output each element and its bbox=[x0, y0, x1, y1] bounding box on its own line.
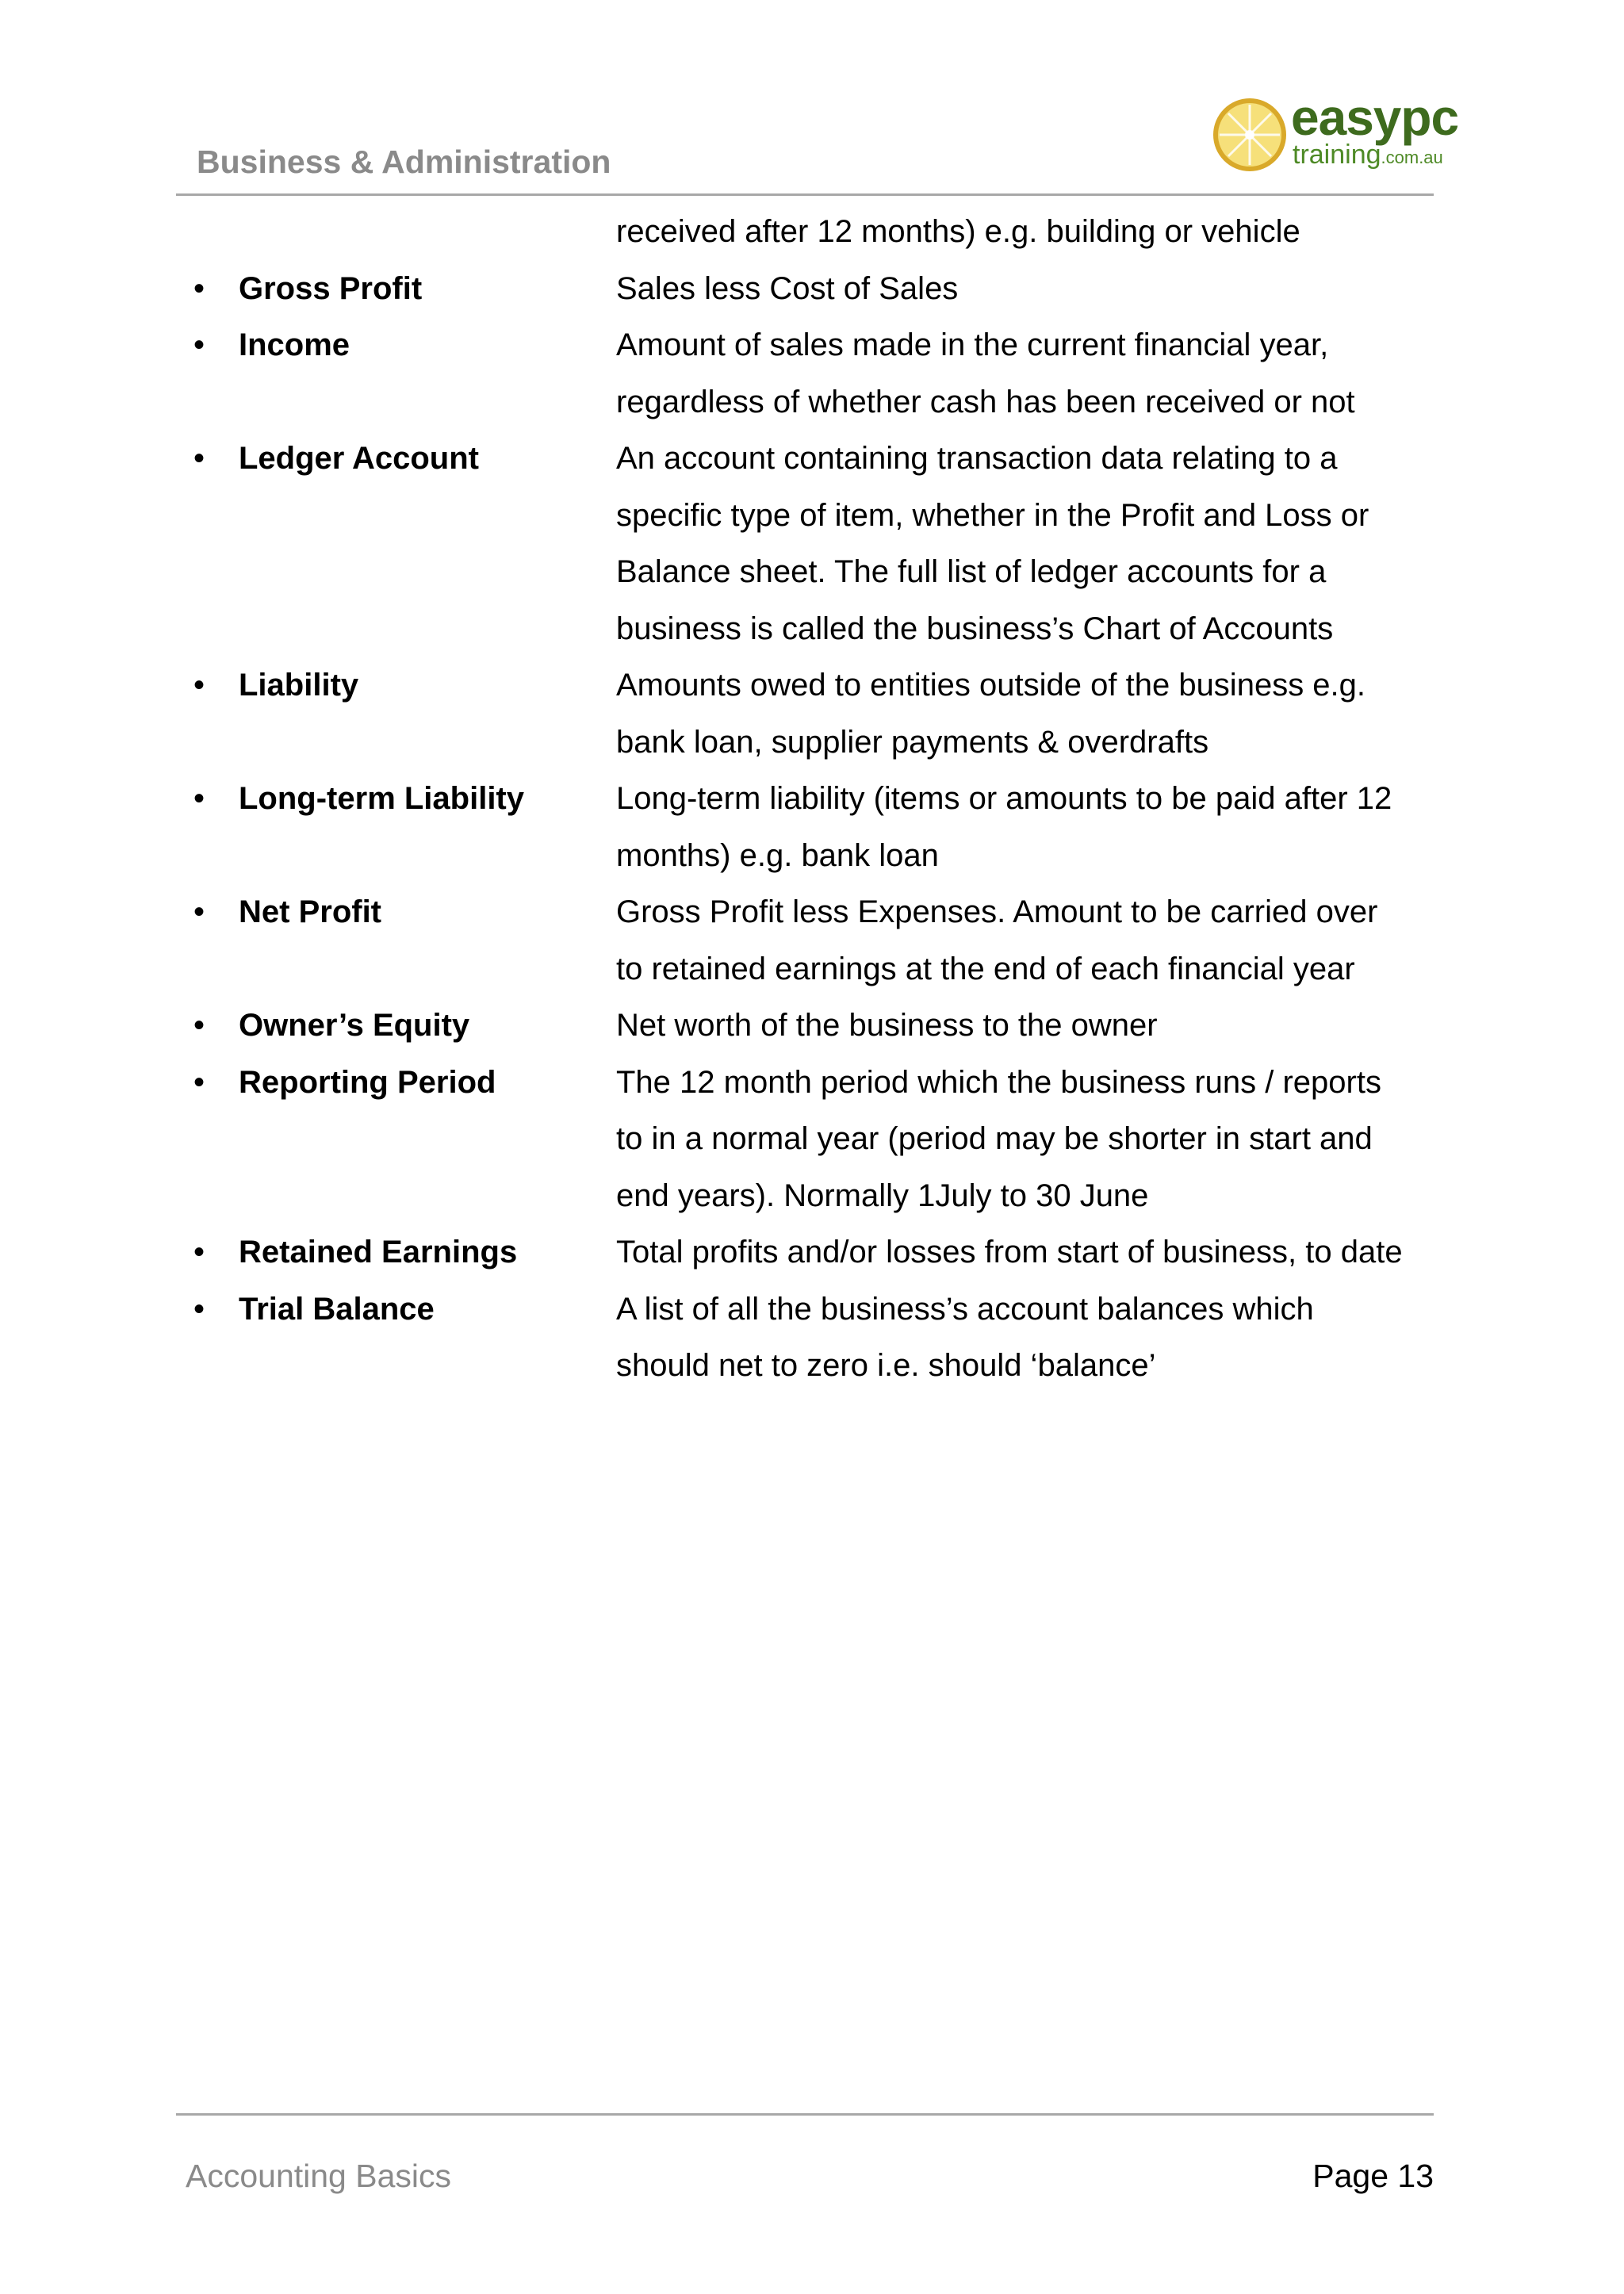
glossary-definition-line: Balance sheet. The full list of ledger accounts for a bbox=[616, 554, 1327, 589]
glossary-term: Reporting Period bbox=[239, 1064, 496, 1100]
glossary-term: Ledger Account bbox=[239, 441, 479, 476]
bullet-icon: • bbox=[193, 1235, 205, 1270]
glossary-definition-line: bank loan, supplier payments & overdrafts bbox=[616, 724, 1209, 760]
bullet-icon: • bbox=[193, 1008, 205, 1043]
bullet-icon: • bbox=[193, 894, 205, 929]
glossary-term: Retained Earnings bbox=[239, 1235, 518, 1270]
glossary-definition-line: An account containing transaction data relating to a bbox=[616, 441, 1338, 476]
bullet-icon: • bbox=[193, 327, 205, 362]
glossary-definition-line: Gross Profit less Expenses. Amount to be carried over bbox=[616, 894, 1378, 929]
glossary-term: Long-term Liability bbox=[239, 781, 524, 816]
bullet-icon: • bbox=[193, 270, 205, 306]
bullet-icon: • bbox=[193, 441, 205, 476]
footer-document-title: Accounting Basics bbox=[186, 2158, 452, 2194]
header-title: Business & Administration bbox=[197, 144, 611, 180]
glossary-definition-line: Sales less Cost of Sales bbox=[616, 270, 959, 306]
glossary-definition-line: to in a normal year (period may be shorter in start and bbox=[616, 1121, 1373, 1156]
logo-tld: .com.au bbox=[1381, 147, 1443, 167]
glossary-term: Income bbox=[239, 327, 350, 362]
logo-sub-word: training bbox=[1293, 140, 1381, 170]
header-divider bbox=[176, 193, 1434, 196]
footer-page-number: Page 13 bbox=[1312, 2158, 1434, 2194]
bullet-icon: • bbox=[193, 668, 205, 703]
glossary-definition-line: should net to zero i.e. should ‘balance’ bbox=[616, 1348, 1156, 1383]
bullet-icon: • bbox=[193, 1064, 205, 1100]
glossary-definition-line: Amount of sales made in the current financial year, bbox=[616, 327, 1329, 362]
glossary-definition-line: regardless of whether cash has been received or not bbox=[616, 384, 1355, 419]
logo-main-text: easypc bbox=[1291, 89, 1459, 146]
bullet-icon: • bbox=[193, 1291, 205, 1327]
glossary-definition-line: business is called the business’s Chart of Accounts bbox=[616, 611, 1334, 646]
glossary-definition-line: Net worth of the business to the owner bbox=[616, 1008, 1158, 1043]
glossary-definition-line: months) e.g. bank loan bbox=[616, 837, 939, 873]
glossary-definition-line: end years). Normally 1July to 30 June bbox=[616, 1178, 1149, 1213]
glossary-definition-line: Long-term liability (items or amounts to be paid after 12 bbox=[616, 781, 1392, 816]
glossary-term: Net Profit bbox=[239, 894, 381, 929]
footer-divider bbox=[176, 2113, 1434, 2116]
brand-logo bbox=[1212, 89, 1459, 176]
glossary-term: Owner’s Equity bbox=[239, 1008, 470, 1043]
lemon-slice-icon bbox=[1212, 97, 1288, 173]
bullet-icon: • bbox=[193, 781, 205, 816]
logo-sub-text bbox=[1293, 141, 1443, 168]
glossary-definition-line: specific type of item, whether in the Profit and Loss or bbox=[616, 497, 1369, 533]
glossary-definition-line: Total profits and/or losses from start of business, to date bbox=[616, 1235, 1403, 1270]
glossary-term: Gross Profit bbox=[239, 270, 423, 306]
glossary-term: Liability bbox=[239, 668, 359, 703]
glossary-definition-line: to retained earnings at the end of each financial year bbox=[616, 951, 1355, 986]
glossary-term: Trial Balance bbox=[239, 1291, 435, 1327]
glossary-definition-line: Amounts owed to entities outside of the business e.g. bbox=[616, 668, 1366, 703]
glossary-definition-line: A list of all the business’s account balances which bbox=[616, 1291, 1314, 1327]
glossary-definition-line: The 12 month period which the business runs / reports bbox=[616, 1064, 1381, 1100]
glossary-continuation: received after 12 months) e.g. building or vehicle bbox=[616, 214, 1300, 249]
